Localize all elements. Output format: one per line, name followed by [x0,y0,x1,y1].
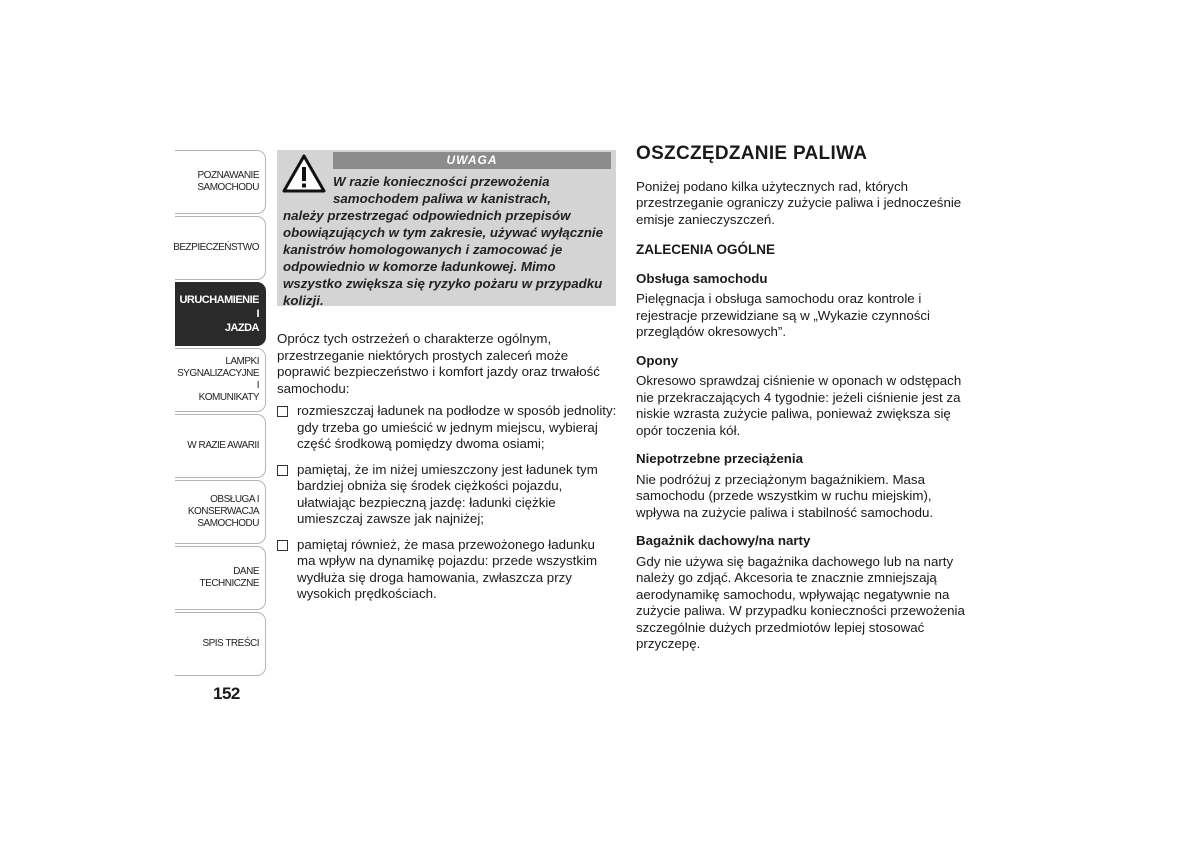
warning-box [277,150,616,306]
subsection-heading: Opony [636,352,679,368]
subsection-text: Nie podróżuj z przeciążonym bagażnikiem. Masa samochodu (przede wszystkim w ruchu miejskim), wpływa na zużycie paliwa i stabilność samochodu. [636,471,934,520]
tab-spis-tresci[interactable] [175,612,266,676]
tab-obsluga-i-konserwacja[interactable] [175,480,266,544]
tab-poznawanie-samochodu[interactable] [175,150,266,214]
tab-label: BEZPIECZEŃSTWO [173,242,259,253]
subsection-title: ZALECENIA OGÓLNE [636,242,776,257]
subsection-heading: Bagażnik dachowy/na narty [636,533,811,548]
subsection-text: Pielęgnacja i obsługa samochodu oraz kontrole i rejestracje przewidziane są w „Wykazie czynności przeglądów okresowych”. [636,291,930,339]
checkbox-bullet-icon [277,540,288,551]
subsection-text: Okresowo sprawdzaj ciśnienie w oponach w odstępach nie przekraczających 4 tygodnie: jeżeli ciśnienie jest za niskie wzrasta zużycie paliwa, ponieważ zwiększa się opór toczenia kół. [636,373,962,438]
list-item-text: pamiętaj, że im niżej umieszczony jest ładunek tym bardziej obniża się środek ciężkości pojazdu, ułatwiając bezpieczną jazdę: ładunki ciężkie umieszczaj zawsze jak najniżej; [297,461,598,526]
page-number: 152 [213,684,240,703]
left-column [277,331,617,612]
list-item [277,537,617,603]
list-item [277,462,617,528]
tab-dane-techniczne[interactable] [175,546,266,610]
tab-uruchamianie-i-jazda[interactable] [175,282,266,346]
checkbox-bullet-icon [277,465,288,476]
list-item-text: rozmieszczaj ładunek na podłodze w sposób jednolity: gdy trzeba go umieścić w jednym miejscu, wybieraj część środkową pomiędzy dwoma osiami; [297,403,617,451]
warning-line-1: W razie konieczności przewożenia [333,174,550,189]
list-item [277,403,617,453]
tab-label: URUCHAMIENIE I JAZDA [179,294,259,334]
tab-label: POZNAWANIE SAMOCHODU [197,170,259,193]
warning-title: UWAGA [333,152,611,169]
tab-w-razie-awarii[interactable] [175,414,266,478]
section-title: OSZCZĘDZANIE PALIWA [636,143,868,164]
tab-label: W RAZIE AWARII [187,440,259,451]
subsection-heading: Niepotrzebne przeciążenia [636,451,803,466]
subsection-text: Gdy nie używa się bagażnika dachowego lub na narty należy go zdjąć. Akcesoria te znacznie zmniejszają aerodynamikę samochodu, wpływając negatywnie na zużycie paliwa. W przypadku konieczności przewożenia szczególnie dużych przedmiotów lepiej stosować przyczepę. [636,553,965,651]
right-column [636,143,976,653]
chapter-tabs [175,150,266,678]
tab-bezpieczenstwo[interactable] [175,216,266,280]
warning-text [283,173,611,309]
tab-label: LAMPKI SYGNALIZACYJNE I KOMUNIKATY [177,356,259,403]
tab-label: OBSŁUGA I KONSERWACJA SAMOCHODU [187,494,259,529]
tab-label: SPIS TREŚCI [202,638,259,649]
subsection-heading: Obsługa samochodu [636,270,768,286]
checkbox-bullet-icon [277,406,288,417]
recommendation-list [277,403,617,603]
tab-lampki-sygnalizacyjne[interactable] [175,348,266,412]
section-intro: Poniżej podano kilka użytecznych rad, których przestrzeganie ograniczy zużycie paliwa i jednocześnie emisje zanieczyszczeń. [636,178,962,227]
tab-label: DANE TECHNICZNE [199,566,259,589]
warning-line-2: samochodem paliwa w kanistrach, [333,191,551,206]
warning-body: należy przestrzegać odpowiednich przepisów obowiązujących w tym zakresie, używać wyłącznie kanistrów homologowanych i zamocować je odpowiednio w komorze ładunkowej. Mimo wszystko zwiększa się ryzyko pożaru w przypadku kolizji. [283,208,603,308]
list-item-text: pamiętaj również, że masa przewożonego ładunku ma wpływ na dynamikę pojazdu: przede wszystkim wydłuża się droga hamowania, zwłaszcza przy wysokich prędkościach. [297,536,598,601]
intro-paragraph: Oprócz tych ostrzeżeń o charakterze ogólnym, przestrzeganie niektórych prostych zaleceń może poprawić bezpieczeństwo i komfort jazdy oraz trwałość samochodu: [277,331,600,396]
